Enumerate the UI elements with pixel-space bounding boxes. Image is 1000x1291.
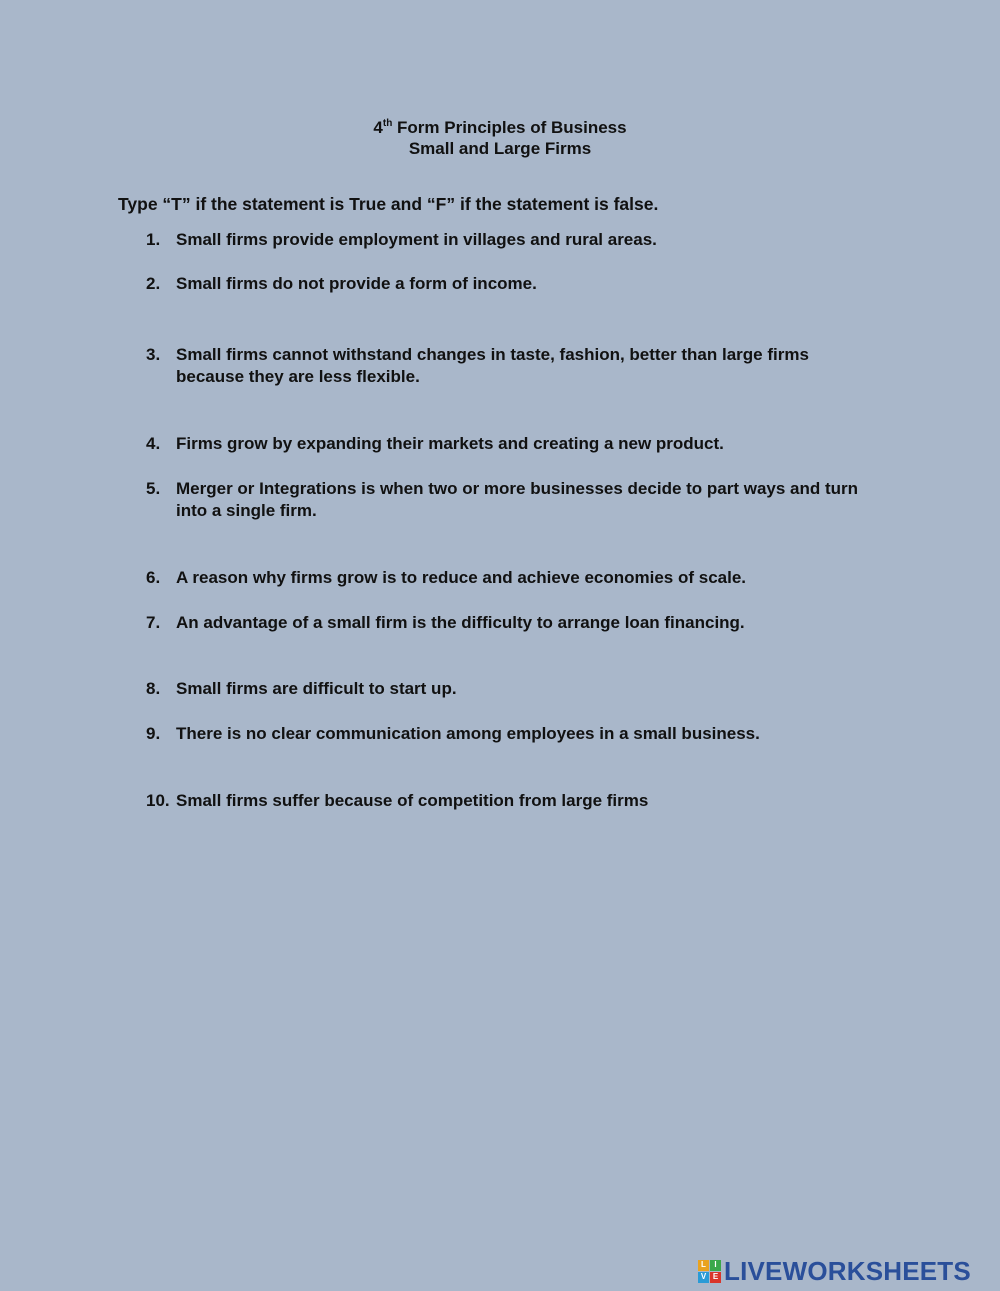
question-number: 2.	[146, 274, 161, 293]
question-4	[146, 433, 866, 455]
question-text: Firms grow by expanding their markets and creating a new product.	[176, 434, 724, 453]
question-10	[146, 790, 866, 812]
liveworksheets-logo	[698, 1256, 994, 1286]
logo-mark-letter: L	[698, 1260, 709, 1271]
question-5	[146, 478, 866, 522]
question-number: 7.	[146, 613, 161, 632]
logo-mark-letter: I	[710, 1260, 721, 1271]
question-7	[146, 612, 866, 634]
question-3	[146, 344, 866, 388]
question-number: 6.	[146, 568, 161, 587]
question-number: 8.	[146, 679, 161, 698]
question-text: An advantage of a small firm is the difficulty to arrange loan financing.	[176, 613, 745, 632]
question-text: A reason why firms grow is to reduce and achieve economies of scale.	[176, 568, 747, 587]
question-6	[146, 567, 866, 589]
question-text: There is no clear communication among employees in a small business.	[176, 724, 760, 743]
question-number: 5.	[146, 479, 161, 498]
title-line-2: Small and Large Firms	[408, 139, 592, 158]
form-number-suffix: th	[382, 118, 393, 129]
question-text: Small firms are difficult to start up.	[176, 679, 457, 698]
liveworksheets-mark-icon	[698, 1260, 721, 1283]
question-text: Small firms suffer because of competition from large firms	[176, 791, 649, 810]
question-8	[146, 678, 866, 700]
question-text: Small firms do not provide a form of income.	[176, 274, 537, 293]
question-number: 3.	[146, 345, 161, 364]
logo-mark-letter: V	[698, 1272, 709, 1283]
logo-text: LIVEWORKSHEETS	[724, 1255, 971, 1286]
question-number: 4.	[146, 434, 161, 453]
question-number: 1.	[146, 230, 161, 249]
title-line-1	[0, 117, 1000, 138]
question-number: 9.	[146, 724, 161, 743]
instructions: Type “T” if the statement is True and “F” if the statement is false.	[118, 194, 659, 214]
question-number: 10.	[146, 791, 170, 810]
subject-title: Form Principles of Business	[392, 118, 627, 137]
logo-mark-letter: E	[710, 1272, 721, 1283]
question-text: Small firms cannot withstand changes in taste, fashion, better than large firms because they are less flexible.	[176, 345, 809, 386]
question-1	[146, 229, 866, 251]
question-text: Merger or Integrations is when two or more businesses decide to part ways and turn into a single firm.	[176, 479, 859, 520]
question-9	[146, 723, 866, 745]
question-2	[146, 273, 866, 295]
question-text: Small firms provide employment in villages and rural areas.	[176, 230, 657, 249]
form-number: 4	[373, 118, 383, 137]
worksheet-title	[0, 117, 1000, 159]
